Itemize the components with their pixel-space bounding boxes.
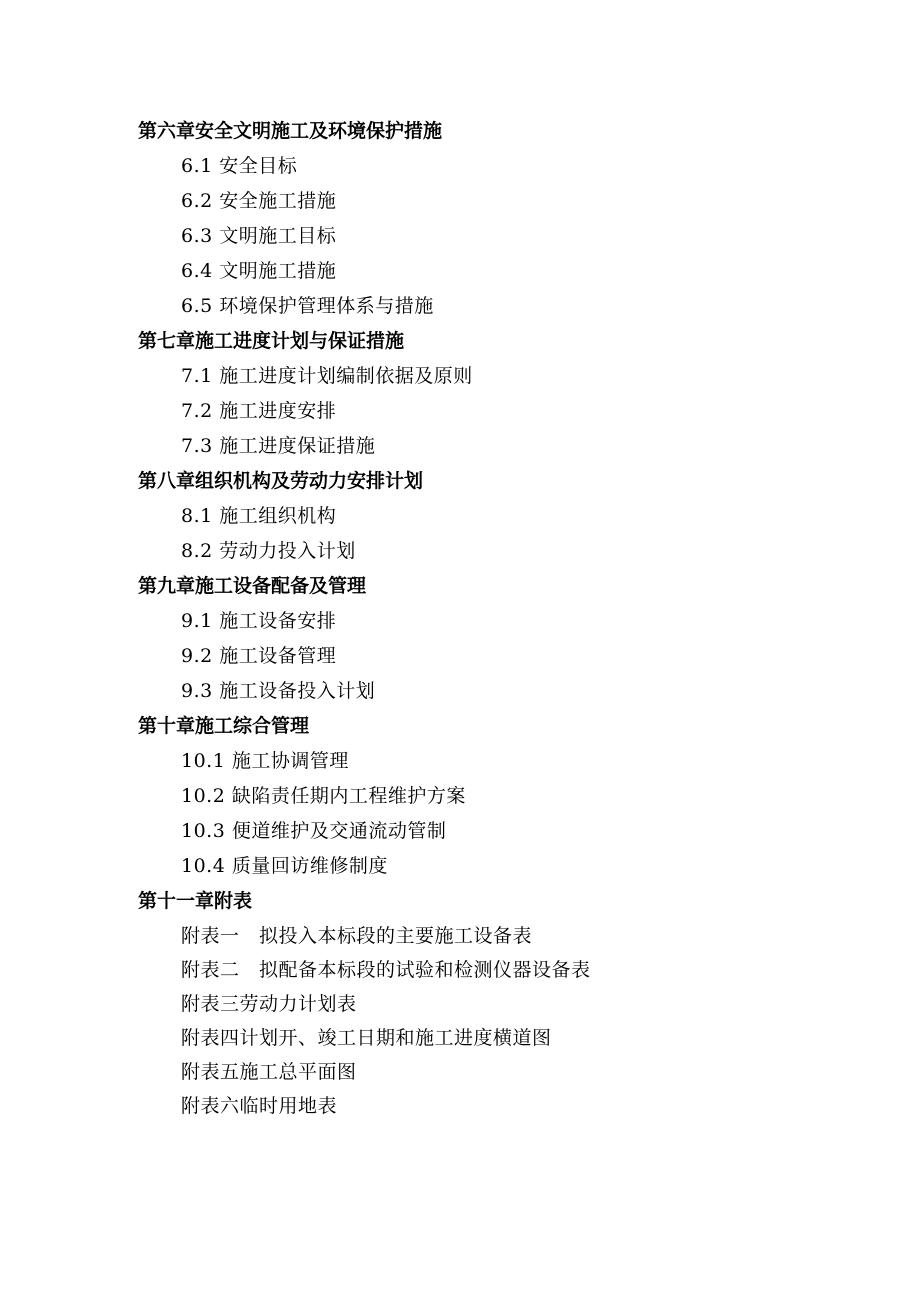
section-10-4[interactable]: 10.4 质量回访维修制度 <box>181 855 388 877</box>
appendix-6[interactable]: 附表六临时用地表 <box>181 1095 338 1117</box>
section-10-1[interactable]: 10.1 施工协调管理 <box>181 750 349 772</box>
chapter-11-heading[interactable]: 第十一章附表 <box>138 890 253 912</box>
section-7-1[interactable]: 7.1 施工进度计划编制依据及原则 <box>181 365 473 387</box>
appendix-3[interactable]: 附表三劳动力计划表 <box>181 993 357 1015</box>
chapter-9-heading[interactable]: 第九章施工设备配备及管理 <box>138 575 367 597</box>
section-9-1[interactable]: 9.1 施工设备安排 <box>181 610 337 632</box>
chapter-10-heading[interactable]: 第十章施工综合管理 <box>138 715 310 737</box>
table-of-contents <box>138 114 858 1123</box>
chapter-7-heading[interactable]: 第七章施工进度计划与保证措施 <box>138 330 405 352</box>
appendix-2[interactable]: 附表二 拟配备本标段的试验和检测仪器设备表 <box>181 959 591 981</box>
section-6-5[interactable]: 6.5 环境保护管理体系与措施 <box>181 295 434 317</box>
chapter-6-heading[interactable]: 第六章安全文明施工及环境保护措施 <box>138 120 443 142</box>
section-6-3[interactable]: 6.3 文明施工目标 <box>181 225 337 247</box>
section-6-4[interactable]: 6.4 文明施工措施 <box>181 260 337 282</box>
section-10-2[interactable]: 10.2 缺陷责任期内工程维护方案 <box>181 785 466 807</box>
section-9-2[interactable]: 9.2 施工设备管理 <box>181 645 337 667</box>
section-9-3[interactable]: 9.3 施工设备投入计划 <box>181 680 376 702</box>
section-7-2[interactable]: 7.2 施工进度安排 <box>181 400 337 422</box>
section-6-1[interactable]: 6.1 安全目标 <box>181 155 298 177</box>
section-8-2[interactable]: 8.2 劳动力投入计划 <box>181 540 356 562</box>
section-6-2[interactable]: 6.2 安全施工措施 <box>181 190 337 212</box>
chapter-8-heading[interactable]: 第八章组织机构及劳动力安排计划 <box>138 470 424 492</box>
appendix-4[interactable]: 附表四计划开、竣工日期和施工进度横道图 <box>181 1027 552 1049</box>
section-10-3[interactable]: 10.3 便道维护及交通流动管制 <box>181 820 447 842</box>
section-7-3[interactable]: 7.3 施工进度保证措施 <box>181 435 376 457</box>
appendix-5[interactable]: 附表五施工总平面图 <box>181 1061 357 1083</box>
section-8-1[interactable]: 8.1 施工组织机构 <box>181 505 337 527</box>
appendix-1[interactable]: 附表一 拟投入本标段的主要施工设备表 <box>181 925 533 947</box>
